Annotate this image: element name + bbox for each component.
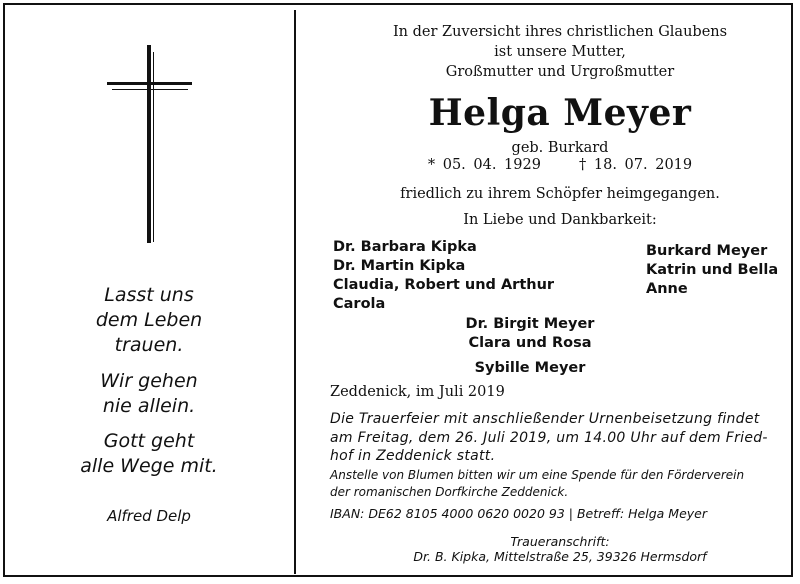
life-dates xyxy=(300,157,800,173)
intro-line-2: ist unsere Mutter, xyxy=(494,44,626,60)
verse-author: Alfred Delp xyxy=(107,507,191,525)
intro-line-3: Großmutter und Urgroßmutter xyxy=(445,64,675,80)
birth-name: geb. Burkard xyxy=(511,140,609,156)
family-member: Burkard Meyer xyxy=(646,243,768,259)
verse-line: Lasst uns xyxy=(104,284,194,306)
family-right-column xyxy=(646,242,778,299)
death-date: † 18. 07. 2019 xyxy=(579,157,693,173)
column-divider xyxy=(294,10,296,574)
contact-address: Dr. B. Kipka, Mittelstraße 25, 39326 Hermsdorf xyxy=(413,549,707,564)
verse-line: Wir gehen xyxy=(100,370,198,392)
cross-vertical-beam xyxy=(147,45,151,243)
gratitude-line: In Liebe und Dankbarkeit: xyxy=(463,212,657,228)
verse-line: alle Wege mit. xyxy=(80,455,218,477)
contact-label: Traueranschrift: xyxy=(510,534,610,549)
cross-vertical-shadow xyxy=(153,52,154,242)
birth-date: * 05. 04. 1929 xyxy=(427,157,541,173)
verse-stanza-3 xyxy=(0,429,298,479)
family-member: Dr. Martin Kipka xyxy=(333,258,466,274)
cross-horizontal-beam xyxy=(107,82,192,85)
family-member: Anne xyxy=(646,281,688,297)
iban-line: IBAN: DE62 8105 4000 0620 0020 93 | Betreff: Helga Meyer xyxy=(330,506,707,521)
family-member-last: Sybille Meyer xyxy=(474,360,586,376)
family-member: Katrin und Bella xyxy=(646,262,779,278)
family-member: Dr. Barbara Kipka xyxy=(333,239,477,255)
deceased-name: Helga Meyer xyxy=(428,92,692,134)
family-member: Dr. Birgit Meyer xyxy=(465,316,595,332)
family-member: Clara und Rosa xyxy=(468,335,592,351)
verse-stanza-2 xyxy=(0,369,298,419)
service-line: hof in Zeddenick statt. xyxy=(330,448,496,464)
service-line: Die Trauerfeier mit anschließender Urnenbeisetzung findet xyxy=(330,411,760,427)
service-notice xyxy=(330,410,785,466)
verse-stanza-1 xyxy=(0,283,298,358)
verse-line: trauen. xyxy=(114,334,184,356)
verse-line: nie allein. xyxy=(102,395,196,417)
donation-line-1: Anstelle von Blumen bitten wir um eine Spende für den Förderverein xyxy=(330,468,745,482)
passing-text: friedlich zu ihrem Schöpfer heimgegangen. xyxy=(400,186,720,202)
verse-line: Gott geht xyxy=(103,430,195,452)
donation-line-2: der romanischen Dorfkirche Zeddenick. xyxy=(330,485,569,499)
family-member: Claudia, Robert und Arthur xyxy=(333,277,555,293)
cross-horizontal-shadow xyxy=(112,89,188,90)
place-and-date: Zeddenick, im Juli 2019 xyxy=(330,384,505,400)
verse-line: dem Leben xyxy=(95,309,203,331)
family-center-column xyxy=(420,315,640,353)
intro-line-1: In der Zuversicht ihres christlichen Glaubens xyxy=(392,24,728,40)
family-left-column xyxy=(333,238,554,314)
family-member: Carola xyxy=(333,296,386,312)
service-line: am Freitag, dem 26. Juli 2019, um 14.00 Uhr auf dem Fried- xyxy=(330,429,768,446)
